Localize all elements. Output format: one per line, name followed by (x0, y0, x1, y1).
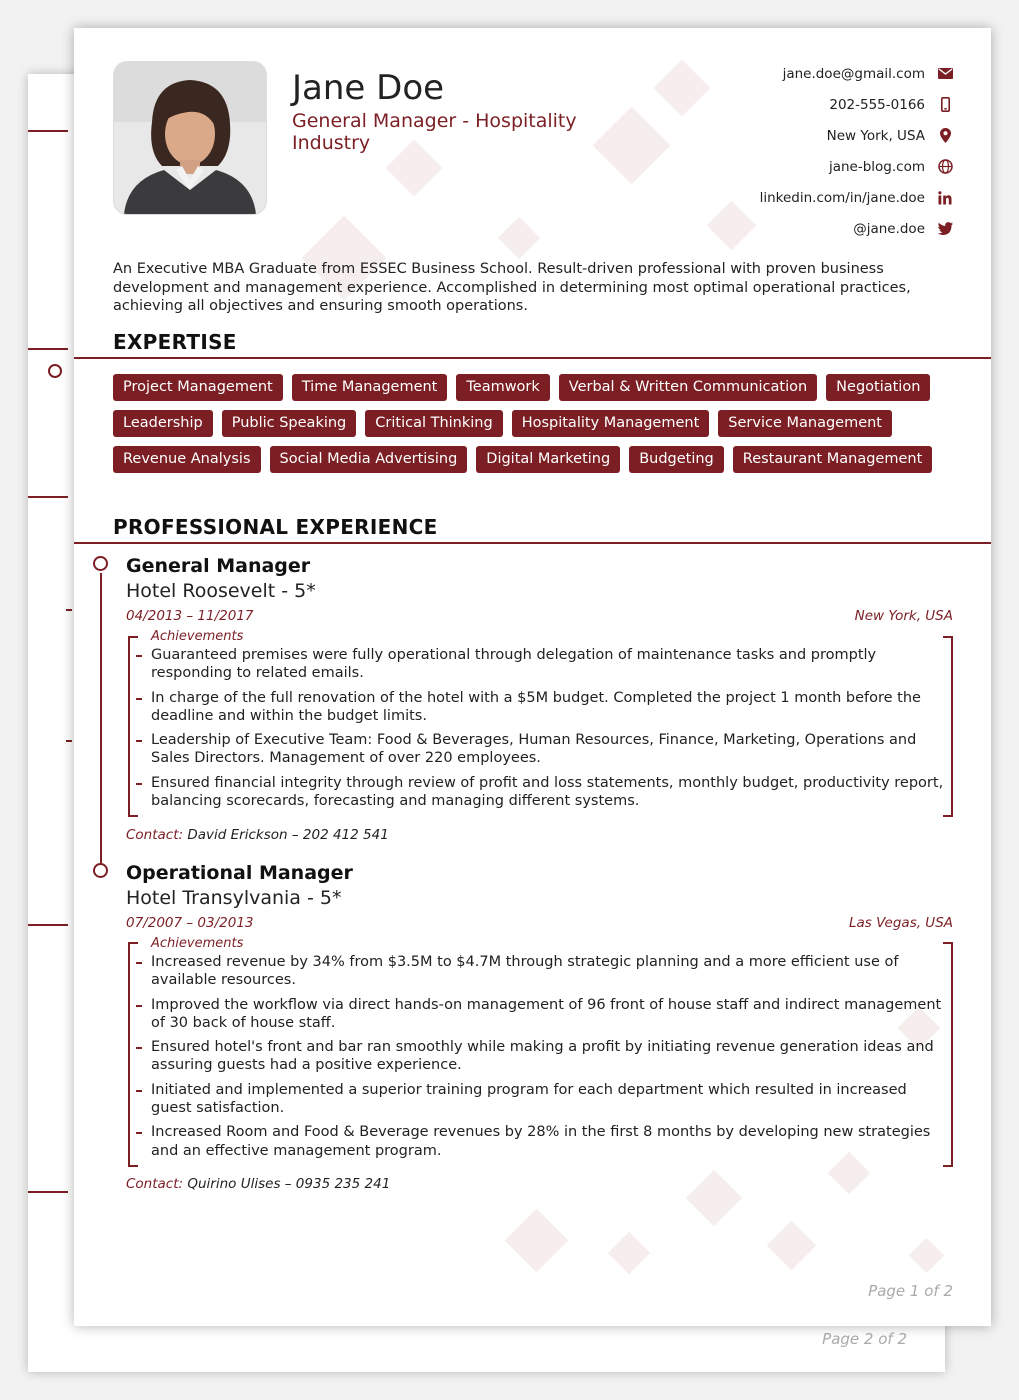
expertise-heading: EXPERTISE (113, 330, 237, 354)
expertise-tag: Revenue Analysis (113, 446, 261, 473)
achievements-label: Achievements (151, 936, 244, 951)
contact-website[interactable] (693, 151, 953, 182)
bullet-dash (66, 609, 72, 611)
achievement-item: Leadership of Executive Team: Food & Beverages, Human Resources, Finance, Marketing, Operations and Sales Directors. Management of over 220 employees. (136, 731, 946, 768)
expertise-tag: Hospitality Management (512, 410, 710, 437)
expertise-tag: Public Speaking (222, 410, 357, 437)
achievement-item: Ensured financial integrity through review of profit and loss statements, monthly budget, productivity report, balancing scorecards, forecasting and managing different systems. (136, 774, 946, 811)
achievement-item: In charge of the full renovation of the hotel with a $5M budget. Completed the project 1 month before the deadline and within the budget limits. (136, 689, 946, 726)
timeline-dot (93, 556, 108, 571)
timeline-dot (93, 863, 108, 878)
expertise-tag: Verbal & Written Communication (559, 374, 817, 401)
contact-text: New York, USA (826, 127, 925, 144)
reference-value: David Erickson – 202 412 541 (187, 827, 389, 843)
contact-list (693, 58, 953, 244)
decorative-diamond (608, 1232, 650, 1274)
page-number: Page 1 of 2 (868, 1282, 953, 1300)
reference-label: Contact: (126, 827, 184, 843)
location-pin-icon (937, 128, 953, 144)
contact-email[interactable] (693, 58, 953, 89)
achievement-item: Ensured hotel's front and bar ran smoothly while making a profit by initiating revenue generation ideas and assuring guests had a positive experience. (136, 1038, 946, 1075)
contact-location[interactable] (693, 120, 953, 151)
job-reference (126, 1176, 390, 1192)
achievements-list (136, 953, 946, 1166)
contact-text: 202-555-0166 (829, 96, 925, 113)
job-company: Hotel Transylvania - 5* (126, 887, 342, 909)
tag-row (113, 374, 953, 401)
expertise-tag: Negotiation (826, 374, 930, 401)
section-divider (28, 1191, 68, 1193)
contact-text: @jane.doe (853, 220, 925, 237)
contact-twitter[interactable] (693, 213, 953, 244)
section-divider (28, 130, 68, 132)
timeline-line (100, 573, 102, 863)
candidate-title: General Manager - Hospitality Industry (292, 110, 577, 154)
section-divider (28, 496, 68, 498)
expertise-tag: Restaurant Management (733, 446, 933, 473)
job-location: Las Vegas, USA (848, 915, 953, 931)
expertise-tag: Time Management (292, 374, 448, 401)
job-title: Operational Manager (126, 862, 353, 884)
summary: An Executive MBA Graduate from ESSEC Business School. Result-driven professional with proven business development and management experience. Accomplished in determining most optimal operational practices, achieving all objectives and ensuring smooth operations. (113, 261, 911, 314)
decorative-diamond (767, 1221, 816, 1270)
expertise-tag: Digital Marketing (476, 446, 620, 473)
section-divider (28, 924, 68, 926)
achievement-item: Increased Room and Food & Beverage revenues by 28% in the first 8 months by developing new strategies and an effective management program. (136, 1123, 946, 1160)
job-title: General Manager (126, 555, 311, 577)
bullet-dash (66, 740, 72, 742)
section-divider (74, 542, 991, 544)
portrait-image (114, 62, 266, 214)
expertise-tag: Social Media Advertising (270, 446, 468, 473)
tag-row (113, 446, 953, 473)
expertise-tag: Critical Thinking (365, 410, 502, 437)
expertise-tags (113, 374, 953, 482)
section-divider (74, 357, 991, 359)
decorative-diamond (498, 217, 540, 259)
section-divider (28, 348, 68, 350)
job-dates: 07/2007 – 03/2013 (126, 915, 254, 931)
linkedin-icon (937, 190, 953, 206)
contact-text: jane.doe@gmail.com (782, 65, 925, 82)
candidate-name: Jane Doe (292, 68, 445, 108)
achievement-item: Guaranteed premises were fully operational through delegation of maintenance tasks and promptly responding to related emails. (136, 646, 946, 683)
timeline-dot (48, 364, 62, 378)
contact-phone[interactable] (693, 89, 953, 120)
achievement-item: Increased revenue by 34% from $3.5M to $4.7M through strategic planning and a more efficient use of available resources. (136, 953, 946, 990)
contact-linkedin[interactable] (693, 182, 953, 213)
expertise-tag: Project Management (113, 374, 283, 401)
contact-text: linkedin.com/in/jane.doe (759, 189, 925, 206)
twitter-icon (937, 221, 953, 237)
achievement-item: Initiated and implemented a superior training program for each department which resulted in increased guest satisfaction. (136, 1081, 946, 1118)
experience-heading: PROFESSIONAL EXPERIENCE (113, 515, 438, 539)
achievements-list (136, 646, 946, 816)
job-reference (126, 827, 389, 843)
page-number: Page 2 of 2 (822, 1330, 907, 1348)
expertise-tag: Leadership (113, 410, 213, 437)
reference-label: Contact: (126, 1176, 184, 1192)
expertise-tag: Budgeting (629, 446, 724, 473)
tag-row (113, 410, 953, 437)
expertise-tag: Service Management (718, 410, 892, 437)
achievements-label: Achievements (151, 629, 244, 644)
decorative-diamond (505, 1209, 569, 1273)
envelope-icon (937, 66, 953, 82)
job-company: Hotel Roosevelt - 5* (126, 580, 316, 602)
job-dates: 04/2013 – 11/2017 (126, 608, 254, 624)
job-location: New York, USA (854, 608, 953, 624)
globe-icon (937, 159, 953, 175)
expertise-tag: Teamwork (456, 374, 549, 401)
decorative-diamond (686, 1170, 743, 1227)
contact-text: jane-blog.com (828, 158, 925, 175)
decorative-diamond (909, 1238, 944, 1273)
reference-value: Quirino Ulises – 0935 235 241 (187, 1176, 391, 1192)
decorative-diamond (593, 107, 671, 185)
profile-photo (113, 61, 267, 215)
achievement-item: Improved the workflow via direct hands-on management of 96 front of house staff and indirect management of 30 back of house staff. (136, 996, 946, 1033)
phone-icon (937, 97, 953, 113)
resume-page (74, 28, 991, 1326)
